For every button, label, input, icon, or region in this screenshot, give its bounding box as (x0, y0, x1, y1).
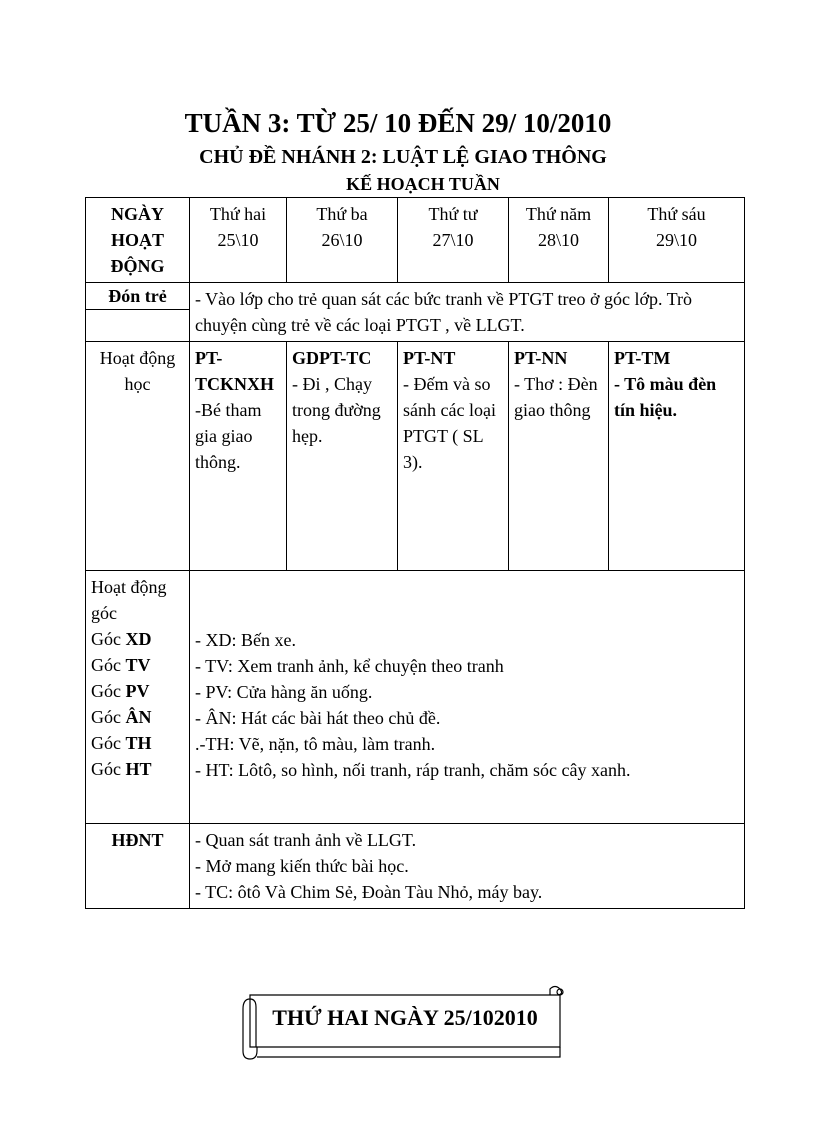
corner-label-an (91, 704, 184, 730)
corner-label-ht (91, 756, 184, 782)
header-label-line: ĐỘNG (110, 256, 165, 276)
corner-activity: - TV: Xem tranh ảnh, kể chuyện theo tranh (195, 656, 504, 676)
subject-code: PT-NT (403, 348, 456, 368)
corner-code: HT (125, 759, 152, 779)
outdoor-line: - Quan sát tranh ảnh về LLGT. (195, 830, 417, 850)
day-banner-scroll (240, 985, 570, 1063)
corners-label (86, 571, 190, 824)
outdoor-line: - Mở mang kiến thức bài học. (195, 856, 409, 876)
corner-prefix: Góc (91, 733, 126, 753)
day-name: Thứ tư (428, 204, 478, 224)
plan-title: KẾ HOẠCH TUẦN (346, 174, 500, 194)
outdoor-row (86, 824, 745, 909)
learning-row (86, 342, 745, 571)
corner-code: ÂN (125, 707, 152, 727)
corner-code: PV (125, 681, 150, 701)
corner-prefix: Góc (91, 681, 126, 701)
subject-code: PT-TM (614, 348, 671, 368)
welcome-label-cell (86, 283, 190, 342)
outdoor-content (190, 824, 745, 909)
corner-code: TV (125, 655, 151, 675)
welcome-label-blank (86, 310, 189, 334)
outdoor-label: HĐNT (86, 824, 190, 909)
corner-label-xd (91, 626, 184, 652)
corners-label-line: góc (91, 603, 117, 623)
day-date: 27\10 (432, 230, 474, 250)
corner-code: TH (125, 733, 152, 753)
activity-day-header (86, 198, 190, 283)
day-header-mon (190, 198, 287, 283)
header-label-line: NGÀY (111, 204, 164, 224)
day-date: 26\10 (321, 230, 363, 250)
outdoor-line: - TC: ôtô Và Chim Sẻ, Đoàn Tàu Nhỏ, máy bay. (195, 882, 543, 902)
day-name: Thứ ba (316, 204, 368, 224)
learning-cell-fri (609, 342, 745, 571)
welcome-row (86, 283, 745, 342)
subject-content: - Tô màu đèn tín hiệu. (614, 374, 717, 420)
corner-prefix: Góc (91, 759, 126, 779)
learning-cell-mon (190, 342, 287, 571)
subject-code: PT-TCKNXH (195, 348, 275, 394)
corner-activity: - XD: Bến xe. (195, 630, 296, 650)
theme-title: CHỦ ĐỀ NHÁNH 2: LUẬT LỆ GIAO THÔNG (199, 146, 607, 168)
weekly-plan-table (85, 197, 745, 909)
corner-code: XD (125, 629, 152, 649)
learning-cell-wed (398, 342, 509, 571)
subject-code: GDPT-TC (292, 348, 372, 368)
day-name: Thứ năm (525, 204, 592, 224)
corners-lines (195, 574, 739, 783)
day-date: 25\10 (217, 230, 259, 250)
welcome-label: Đón trẻ (86, 283, 189, 310)
corner-activity: - ÂN: Hát các bài hát theo chủ đề. (195, 708, 441, 728)
day-name: Thứ sáu (647, 204, 706, 224)
subject-content: - Thơ : Đèn giao thông (514, 374, 598, 420)
learning-cell-thu (509, 342, 609, 571)
day-header-tue (287, 198, 398, 283)
corner-prefix: Góc (91, 707, 126, 727)
header-label-line: HOẠT (110, 230, 164, 250)
corner-prefix: Góc (91, 629, 126, 649)
corners-content (190, 571, 745, 824)
corner-activity: - PV: Cửa hàng ăn uống. (195, 682, 373, 702)
subject-code: PT-NN (514, 348, 568, 368)
day-header-wed (398, 198, 509, 283)
corner-activity: .-TH: Vẽ, nặn, tô màu, làm tranh. (195, 734, 436, 754)
learning-cell-tue (287, 342, 398, 571)
welcome-text: - Vào lớp cho trẻ quan sát các bức tranh về PTGT treo ở góc lớp. Trò chuyện cùng trẻ về các loại PTGT , về LLGT. (190, 283, 745, 342)
week-title: TUẦN 3: TỪ 25/ 10 ĐẾN 29/ 10/2010 (184, 108, 612, 138)
day-header-thu (509, 198, 609, 283)
corner-label-pv (91, 678, 184, 704)
banner-text: THỨ HAI NGÀY 25/102010 (272, 1005, 538, 1030)
corners-row (86, 571, 745, 824)
learning-label (86, 342, 190, 571)
day-date: 28\10 (537, 230, 579, 250)
learning-label-line: học (124, 374, 151, 394)
day-header-fri (609, 198, 745, 283)
subject-content: - Đếm và so sánh các loại PTGT ( SL 3). (403, 374, 496, 472)
table-header-row (86, 198, 745, 283)
learning-label-line: Hoạt động (99, 348, 176, 368)
subject-content: - Đi , Chạy trong đường hẹp. (292, 374, 381, 446)
corners-label-line: Hoạt động (91, 577, 167, 597)
corner-label-tv (91, 652, 184, 678)
day-name: Thứ hai (209, 204, 267, 224)
corner-prefix: Góc (91, 655, 126, 675)
day-date: 29\10 (655, 230, 697, 250)
corner-label-th (91, 730, 184, 756)
subject-content: -Bé tham gia giao thông. (195, 400, 262, 472)
corner-activity: - HT: Lôtô, so hình, nối tranh, ráp tranh, chăm sóc cây xanh. (195, 760, 631, 780)
